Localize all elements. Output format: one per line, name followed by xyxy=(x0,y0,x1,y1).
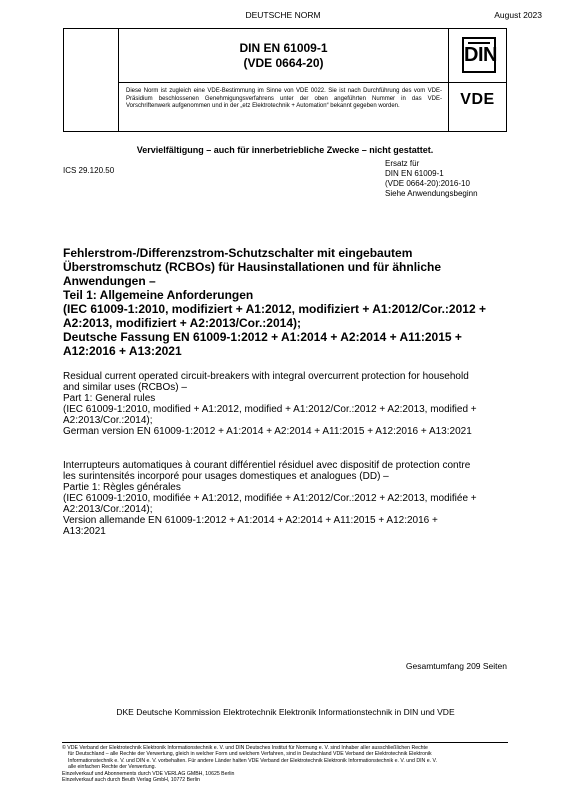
footer-line: Informationstechnik e. V. und DIN e. V. vorbehalten. Für andere Länder halten VDE Verband der Elektrotechnik Elektronik Informationstechnik e. V. und DIN e. V. xyxy=(68,757,437,764)
title-line: A13:2021 xyxy=(63,526,106,537)
title-line: Anwendungen – xyxy=(63,274,156,288)
title-line: (IEC 61009-1:2010, modified + A1:2012, modified + A1:2012/Cor.:2012 + A2:2013, modified + xyxy=(63,404,477,415)
replacement-line: DIN EN 61009-1 xyxy=(385,169,444,178)
title-german xyxy=(63,246,508,358)
footer-line: für Deutschland – alle Rechte der Verwertung, gleich in welcher Form und welchem Verfahren, sind in Deutschland VDE Verband der Elektrotechnik Elektronik xyxy=(68,751,432,758)
title-french xyxy=(63,460,508,537)
footer-line: alle einfachen Rechte der Verwertung. xyxy=(68,764,156,771)
ics-code: ICS 29.120.50 xyxy=(63,166,115,175)
total-pages: Gesamtumfang 209 Seiten xyxy=(405,661,507,671)
title-line: German version EN 61009-1:2012 + A1:2014 + A2:2014 + A11:2015 + A12:2016 + A13:2021 xyxy=(63,426,472,437)
divider xyxy=(119,82,448,83)
vde-number: (VDE 0664-20) xyxy=(243,56,324,70)
title-line: A12:2016 + A13:2021 xyxy=(63,344,182,358)
reproduction-notice: Vervielfältigung – auch für innerbetriebliche Zwecke – nicht gestattet. xyxy=(136,145,434,155)
divider xyxy=(62,742,508,743)
title-line: A2:2013, modifiziert + A2:2013/Cor.:2014); xyxy=(63,316,301,330)
title-line: Überstromschutz (RCBOs) für Hausinstallationen und für ähnliche xyxy=(63,260,442,274)
vde-note: Diese Norm ist zugleich eine VDE-Bestimmung im Sinne von VDE 0022. Sie ist nach Durchführung des vom VDE-Präsidium beschlossenen Genehmigungsverfahrens unter der oben angeführten Nummer in das VDE-Vorschriftenwerk aufgenommen und in der „etz Elektrotechnik + Automation“ bekannt gegeben worden. xyxy=(126,88,442,110)
replacement-line: Siehe Anwendungsbeginn xyxy=(385,189,478,198)
standard-number: DIN EN 61009-1 xyxy=(239,41,328,55)
title-line: Deutsche Fassung EN 61009-1:2012 + A1:2014 + A2:2014 + A11:2015 + xyxy=(63,330,462,344)
title-line: Fehlerstrom-/Differenzstrom-Schutzschalter mit eingebautem xyxy=(63,246,413,260)
title-line: A2:2013/Cor.:2014); xyxy=(63,415,153,426)
footer-line: Einzelverkauf und Abonnements durch VDE VERLAG GMBH, 10625 Berlin xyxy=(62,770,235,777)
standard-number-block xyxy=(119,41,448,71)
footer-line: © VDE Verband der Elektrotechnik Elektronik Informationstechnik e. V. und DIN Deutsches Institut für Normung e. V. sind Inhaber aller ausschließlichen Rechte xyxy=(62,745,428,751)
header-box xyxy=(63,28,507,132)
title-line: Part 1: General rules xyxy=(63,393,156,404)
title-english xyxy=(63,371,508,437)
replacement-line: (VDE 0664-20):2016-10 xyxy=(385,179,470,188)
committee-name: DKE Deutsche Kommission Elektrotechnik Elektronik Informationstechnik in DIN und VDE xyxy=(116,707,455,717)
title-line: A2:2013/Cor.:2014); xyxy=(63,504,153,515)
divider xyxy=(449,82,506,83)
title-line: les surintensités incorporé pour usages domestiques et analogues (DD) – xyxy=(63,471,389,482)
title-line: (IEC 61009-1:2010, modifiziert + A1:2012, modifiziert + A1:2012/Cor.:2012 + xyxy=(63,302,486,316)
footer-line: Einzelverkauf auch durch Beuth Verlag GmbH, 10772 Berlin xyxy=(62,777,200,784)
copyright-footer xyxy=(62,745,532,783)
title-line: Version allemande EN 61009-1:2012 + A1:2014 + A2:2014 + A11:2015 + A12:2016 + xyxy=(63,515,438,526)
title-line: (IEC 61009-1:2010, modifiée + A1:2012, modifiée + A1:2012/Cor.:2012 + A2:2013, modifiée + xyxy=(63,493,477,504)
divider xyxy=(448,29,449,131)
title-line: Residual current operated circuit-breakers with integral overcurrent protection for household xyxy=(63,371,469,382)
title-line: Teil 1: Allgemeine Anforderungen xyxy=(63,288,254,302)
replacement-line: Ersatz für xyxy=(385,159,420,168)
replacement-info xyxy=(385,159,478,199)
title-line: and similar uses (RCBOs) – xyxy=(63,382,187,393)
vde-logo: VDE xyxy=(460,91,495,108)
din-logo: DIN xyxy=(462,37,496,73)
publication-date: August 2023 xyxy=(494,10,542,20)
title-line: Partie 1: Règles générales xyxy=(63,482,181,493)
document-type-label: DEUTSCHE NORM xyxy=(245,10,321,20)
title-line: Interrupteurs automatiques à courant différentiel résiduel avec dispositif de protection contre xyxy=(63,460,471,471)
